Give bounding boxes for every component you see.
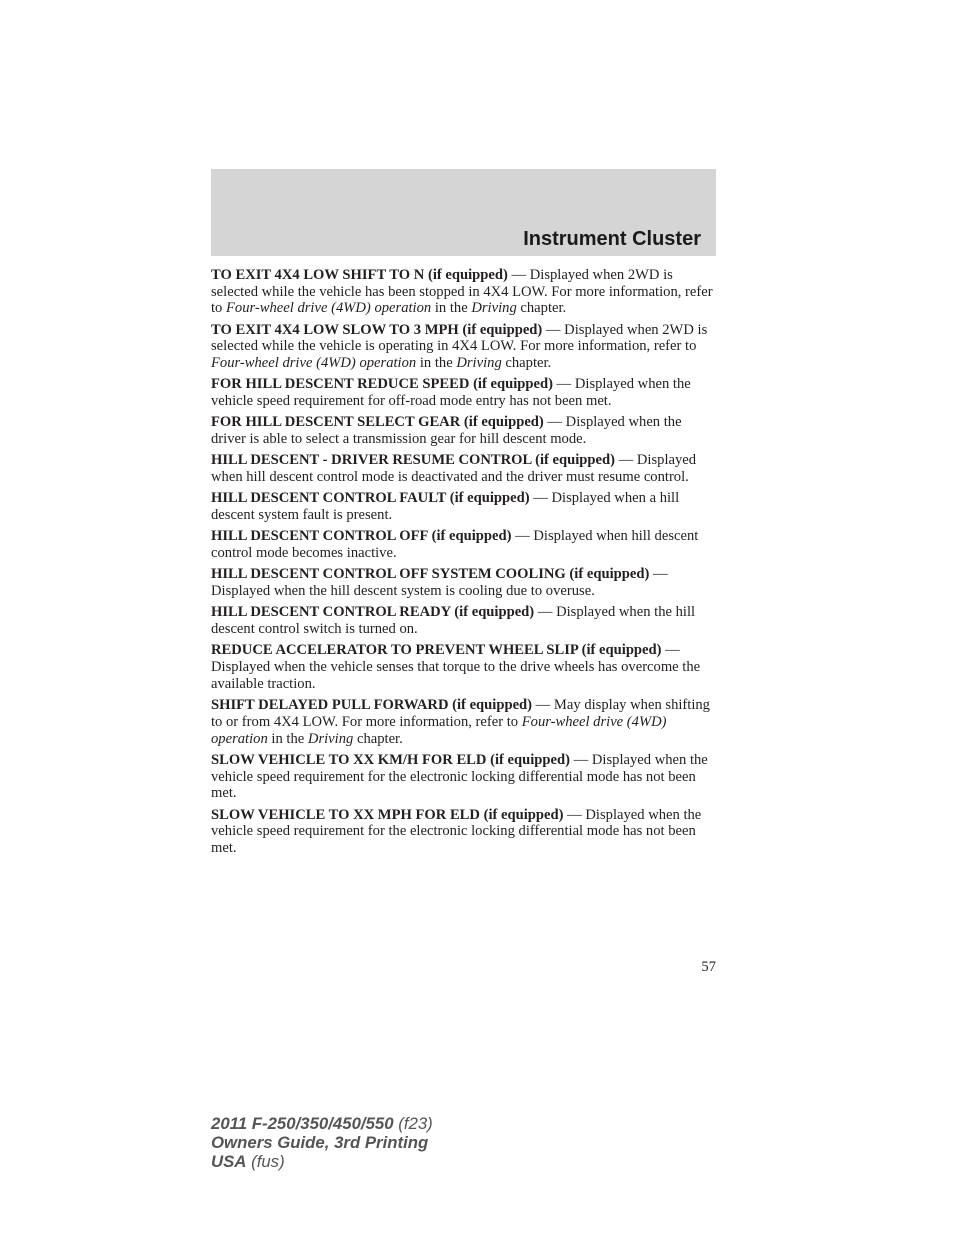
- cross-reference: Driving: [471, 300, 517, 317]
- message-heading: HILL DESCENT CONTROL FAULT (if equipped): [211, 490, 530, 507]
- message-description: — Displayed when hill descent control mode is deactivated and the driver must resume control.: [211, 452, 697, 486]
- message-heading: FOR HILL DESCENT SELECT GEAR (if equipped): [211, 414, 544, 431]
- message-entry: [211, 490, 716, 523]
- cross-reference: Driving: [456, 355, 502, 372]
- message-entry: [211, 807, 716, 857]
- message-heading: SLOW VEHICLE TO XX MPH FOR ELD (if equipped): [211, 806, 564, 823]
- cross-reference: Four-wheel drive (4WD) operation: [211, 713, 667, 747]
- message-description: — Displayed when the hill descent control switch is turned on.: [211, 604, 696, 638]
- footer-line-guide: Owners Guide, 3rd Printing: [211, 1133, 429, 1152]
- section-title: Instrument Cluster: [523, 228, 701, 250]
- footer-line-market: USA (fus): [211, 1152, 285, 1171]
- message-heading: FOR HILL DESCENT REDUCE SPEED (if equipped): [211, 376, 553, 393]
- message-description: — Displayed when the hill descent system is cooling due to overuse.: [211, 566, 668, 600]
- document-footer: [211, 1114, 433, 1171]
- message-description: chapter.: [353, 730, 403, 747]
- message-entry: [211, 267, 716, 317]
- cross-reference: Driving: [307, 730, 354, 747]
- message-entry: [211, 528, 716, 561]
- message-description: — Displayed when the vehicle senses that torque to the drive wheels has overcome the available traction.: [211, 642, 701, 692]
- message-entry: [211, 414, 716, 447]
- message-entry: [211, 604, 716, 637]
- message-entry: [211, 322, 716, 372]
- message-heading: TO EXIT 4X4 LOW SLOW TO 3 MPH (if equipped): [211, 321, 543, 338]
- message-entry: [211, 452, 716, 485]
- message-description: — May display when shifting to or from 4X4 LOW. For more information, refer to: [211, 697, 710, 730]
- message-description: — Displayed when the vehicle speed requirement for the electronic locking differential mode has not been met.: [211, 751, 708, 802]
- message-description: — Displayed when a hill descent system fault is present.: [211, 490, 680, 524]
- message-heading: HILL DESCENT CONTROL OFF SYSTEM COOLING (if equipped): [211, 566, 650, 583]
- cross-reference: Four-wheel drive (4WD) operation: [211, 355, 417, 372]
- message-heading: HILL DESCENT - DRIVER RESUME CONTROL (if equipped): [211, 452, 615, 469]
- message-description: in the: [431, 300, 472, 317]
- message-description: — Displayed when 2WD is selected while the vehicle has been stopped in 4X4 LOW. For more information, refer to: [211, 267, 713, 317]
- section-header-band: [211, 169, 716, 256]
- message-heading: REDUCE ACCELERATOR TO PREVENT WHEEL SLIP (if equipped): [211, 642, 662, 659]
- message-entry: [211, 376, 716, 409]
- message-description: chapter.: [501, 355, 552, 372]
- message-description: — Displayed when the driver is able to select a transmission gear for hill descent mode.: [211, 414, 682, 448]
- message-description: in the: [267, 730, 308, 747]
- message-description: — Displayed when hill descent control mode becomes inactive.: [211, 528, 699, 562]
- page-number: 57: [701, 959, 716, 975]
- message-heading: HILL DESCENT CONTROL READY (if equipped): [211, 604, 535, 621]
- message-description: — Displayed when the vehicle speed requirement for the electronic locking differential mode has not been met.: [211, 806, 702, 856]
- cross-reference: Four-wheel drive (4WD) operation: [226, 300, 432, 317]
- footer-line-model: 2011 F-250/350/450/550 (f23): [211, 1114, 433, 1133]
- message-heading: TO EXIT 4X4 LOW SHIFT TO N (if equipped): [211, 267, 508, 283]
- message-description: — Displayed when 2WD is selected while the vehicle is operating in 4X4 LOW. For more information, refer to: [211, 321, 708, 355]
- message-description: — Displayed when the vehicle speed requirement for off-road mode entry has not been met.: [211, 376, 691, 410]
- message-entry: [211, 566, 716, 599]
- message-list: [211, 267, 716, 861]
- message-heading: SLOW VEHICLE TO XX KM/H FOR ELD (if equipped): [211, 751, 570, 768]
- message-entry: [211, 642, 716, 692]
- message-heading: HILL DESCENT CONTROL OFF (if equipped): [211, 528, 512, 545]
- message-entry: [211, 752, 716, 802]
- message-heading: SHIFT DELAYED PULL FORWARD (if equipped): [211, 697, 533, 714]
- message-description: chapter.: [516, 300, 567, 317]
- message-description: in the: [416, 355, 457, 372]
- message-entry: [211, 697, 716, 747]
